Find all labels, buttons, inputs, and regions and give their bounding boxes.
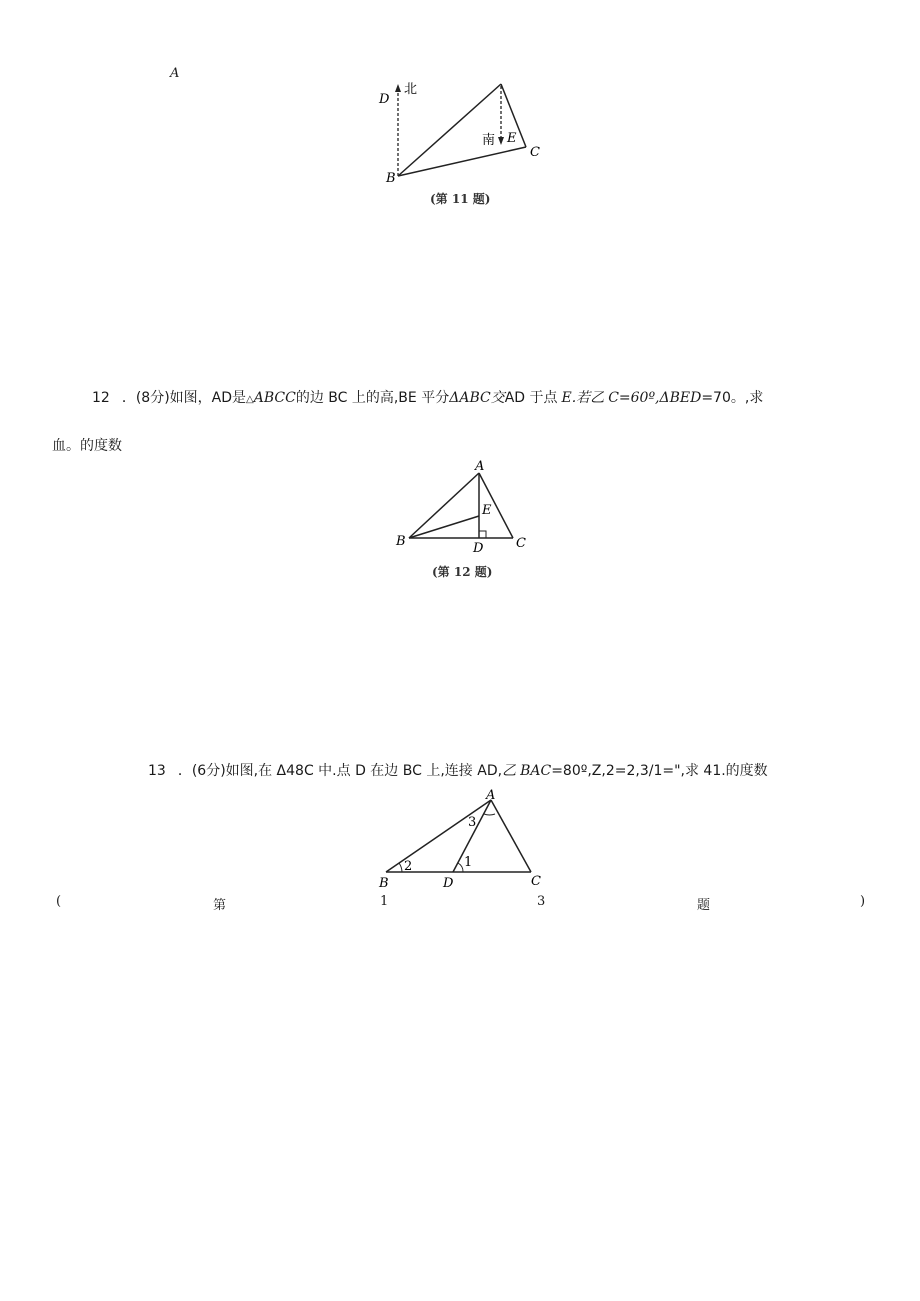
north-arrow-icon	[395, 84, 401, 92]
q12-e-ruo: E.若	[561, 390, 591, 406]
label-d: D	[443, 876, 454, 890]
label-e: E	[507, 131, 517, 146]
label-b: B	[396, 534, 406, 549]
segment-ba	[398, 84, 501, 176]
angle-2-arc	[399, 863, 402, 872]
caption-open-paren: (	[56, 894, 62, 909]
question-13-prefix: ．(6分)如图,在 Δ48C 中.点 D 在边 BC 上,连接 AD,	[177, 763, 503, 779]
caption-close-paren: )	[860, 894, 866, 909]
q12-bed: ΔBED	[659, 390, 702, 406]
label-a: A	[475, 459, 485, 474]
q12-jiao: 交	[490, 390, 505, 406]
label-c: C	[516, 536, 526, 551]
label-south: 南	[482, 133, 496, 148]
label-a: A	[486, 788, 496, 803]
q12-mid1: 的边 BC 上的高,BE 平分	[295, 390, 450, 406]
caption-ti: 题	[697, 898, 711, 913]
south-arrow-icon	[498, 137, 504, 145]
figure-13-diagram	[376, 784, 546, 890]
figure-11-caption: (第 11 题)	[430, 192, 491, 206]
figure-12-diagram	[392, 458, 532, 558]
segment-bc	[398, 147, 526, 176]
label-angle-3: 3	[468, 815, 477, 830]
q13-tail: =80º,Z,2=2,3/1=",求 41.的度数	[551, 763, 768, 779]
label-b: B	[386, 171, 396, 186]
label-angle-2: 2	[404, 859, 413, 874]
q12-c-value: C=60º,	[608, 390, 660, 406]
q12-mid2: AD 于点	[504, 390, 558, 406]
figure-11-diagram	[370, 76, 560, 186]
q12-delta-abc: ΔABC	[449, 390, 491, 406]
segment-ba	[386, 800, 491, 872]
q12-tail: =70。,求	[701, 390, 764, 406]
question-12-prefix: ．(8分)如图，AD是	[121, 390, 247, 406]
angle-symbol: 乙	[502, 763, 517, 779]
question-12-line1	[92, 388, 763, 410]
caption-digit-3: 3	[537, 894, 546, 909]
label-b: B	[379, 876, 389, 890]
segment-ba	[409, 473, 479, 538]
q13-bac: BAC	[520, 763, 552, 779]
q12-abcc: ABCC	[253, 390, 296, 406]
label-c: C	[531, 874, 541, 889]
question-13-number: 13	[148, 763, 166, 779]
caption-di: 第	[213, 898, 227, 913]
segment-ac	[491, 800, 531, 872]
stray-label-a: A	[170, 66, 180, 81]
label-angle-1: 1	[464, 855, 473, 870]
right-angle-mark	[479, 531, 486, 538]
label-d: D	[379, 92, 390, 107]
label-d: D	[473, 541, 484, 556]
angle-1-arc	[458, 863, 463, 872]
question-12-number: 12	[92, 390, 110, 406]
caption-digit-1: 1	[380, 894, 389, 909]
label-north: 北	[404, 82, 418, 97]
label-c: C	[530, 145, 540, 160]
label-e: E	[482, 503, 492, 518]
question-12-line2: 血。的度数	[52, 438, 122, 454]
angle-3-arc	[484, 814, 495, 815]
bisector-be	[409, 516, 479, 538]
figure-12-caption: (第 12 题)	[432, 565, 493, 579]
question-13-line1	[148, 761, 768, 781]
figure-13-caption	[0, 894, 920, 914]
triangle-mark: △	[246, 394, 254, 405]
angle-symbol: 乙	[590, 390, 605, 406]
